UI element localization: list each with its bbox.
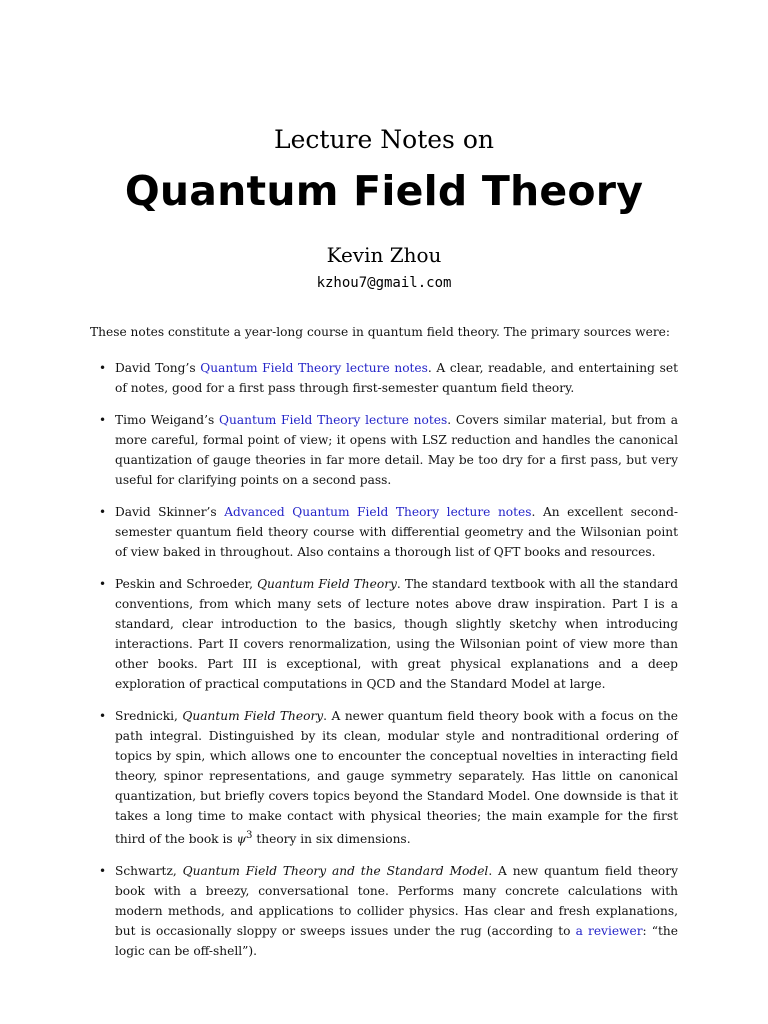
tong-notes-link[interactable]: Quantum Field Theory lecture notes	[200, 361, 428, 375]
list-item-peskin: • Peskin and Schroeder, Quantum Field Theory. The standard textbook with all the standard conventions, from which many sets of lecture notes above draw inspiration. Part I is a standard, clear introduction to the basics, though slightly sketchy when introducing interactions. Part II covers renormalization, using the Wilsonian point of view more than other books. Part III is exceptional, with great physical explanations and a deep exploration of practical computations in QCD and the Standard Model at large.	[90, 574, 678, 694]
list-item-srednicki: • Srednicki, Quantum Field Theory. A newer quantum field theory book with a focus on the path integral. Distinguished by its clean, modular style and nontraditional ordering of topics by spin, which allows one to encounter the conceptual novelties in interacting field theory, spinor representations, and gauge symmetry separately. Has little on canonical quantization, but briefly covers topics beyond the Standard Model. One downside is that it takes a long time to make contact with physical theories; the main example for the first third of the book is $\psi^3$ theory in six dimensions.	[90, 706, 678, 849]
bullet-icon: •	[99, 413, 107, 427]
list-item-schwartz: • Schwartz, Quantum Field Theory and the Standard Model. A new quantum field theory book with a breezy, conversational tone. Performs many concrete calculations with modern methods, and applications to collider physics. Has clear and fresh explanations, but is occasionally sloppy or sweeps issues under the rug (according to a reviewer: “the logic can be off-shell”).	[90, 861, 678, 961]
weigand-notes-link[interactable]: Quantum Field Theory lecture notes	[219, 413, 448, 427]
intro-paragraph: These notes constitute a year-long course in quantum field theory. The primary sources were:	[90, 325, 670, 339]
skinner-notes-link[interactable]: Advanced Quantum Field Theory lecture notes	[224, 505, 532, 519]
list-item-skinner: • David Skinner’s Advanced Quantum Field Theory lecture notes. An excellent second-semester quantum field theory course with differential geometry and the Wilsonian point of view baked in throughout. Also contains a thorough list of QFT books and resources.	[90, 502, 678, 562]
bullet-icon: •	[99, 505, 107, 519]
list-item-tong: • David Tong’s Quantum Field Theory lecture notes. A clear, readable, and entertaining set of notes, good for a first pass through first-semester quantum field theory.	[90, 358, 678, 398]
title-block	[0, 121, 768, 293]
math-symbol: ψ	[236, 832, 247, 847]
book-title: Quantum Field Theory	[257, 577, 397, 591]
document-subtitle: Lecture Notes on	[274, 125, 494, 154]
document-title: Quantum Field Theory	[124, 167, 644, 215]
book-title: Quantum Field Theory	[182, 709, 324, 723]
bullet-icon: •	[99, 577, 107, 591]
bullet-icon: •	[99, 709, 107, 723]
author-email: kzhou7@gmail.com	[316, 275, 452, 291]
sources-list	[90, 358, 678, 973]
math-exponent: 3	[246, 830, 253, 841]
bullet-icon: •	[99, 864, 107, 879]
bullet-icon: •	[99, 361, 107, 375]
book-title: Quantum Field Theory and the Standard Model	[182, 864, 489, 879]
reviewer-link[interactable]: a reviewer	[575, 924, 643, 939]
list-item-weigand: • Timo Weigand’s Quantum Field Theory lecture notes. Covers similar material, but from a more careful, formal point of view; it opens with LSZ reduction and handles the canonical quantization of gauge theories in far more detail. May be too dry for a first pass, but very useful for clarifying points on a second pass.	[90, 410, 678, 490]
author-name: Kevin Zhou	[326, 243, 442, 267]
